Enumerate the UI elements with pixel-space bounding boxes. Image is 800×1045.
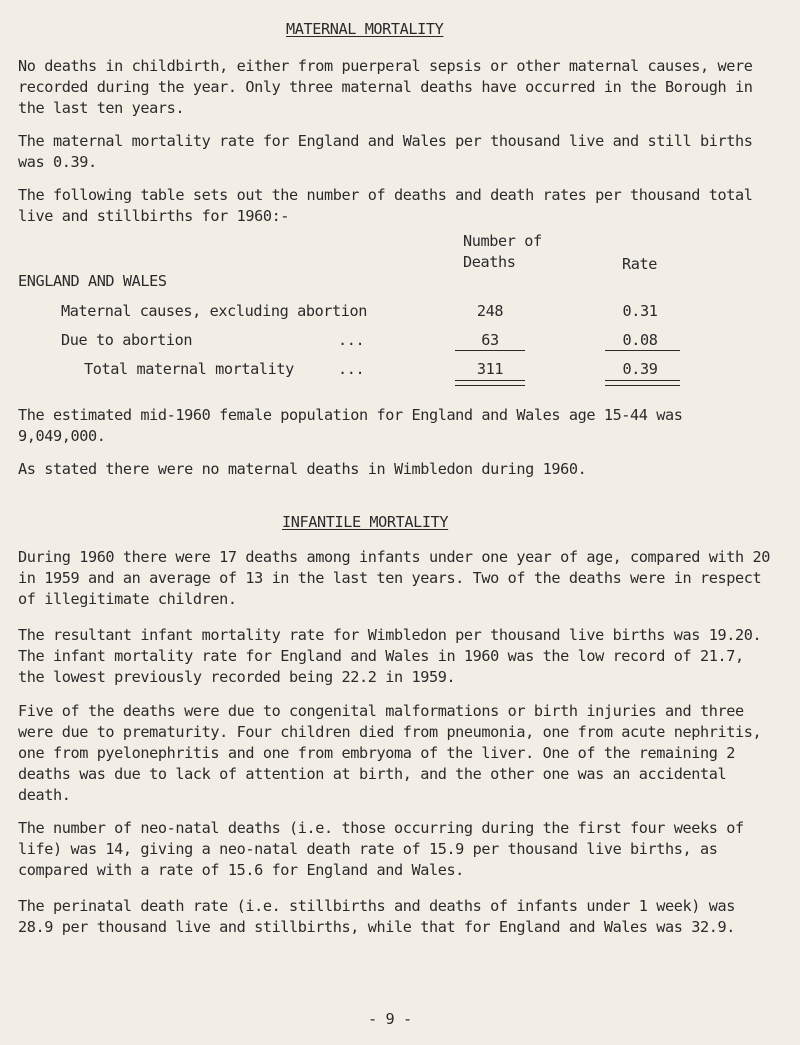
total-double-rule-rate (605, 380, 680, 386)
infantile-paragraph-1: During 1960 there were 17 deaths among infants under one year of age, compared with 20 in 1959 and an average of 13 in the last ten years. Two of the deaths were in respect of illegitimate children. (18, 548, 770, 608)
deaths-column-header-line2: Deaths (463, 253, 516, 271)
maternal-paragraph-3: The following table sets out the number of deaths and death rates per thousand total live and stillbirths for 1960:- (18, 186, 753, 225)
subtotal-rule-rate (605, 350, 680, 351)
row-rate: 0.39 (622, 360, 658, 378)
row-deaths: 63 (481, 331, 499, 349)
page-number: - 9 - (368, 1010, 412, 1028)
infantile-mortality-heading: INFANTILE MORTALITY (282, 513, 449, 531)
infantile-paragraph-4: The number of neo-natal deaths (i.e. those occurring during the first four weeks of life) was 14, giving a neo-natal death rate of 15.9 per thousand live births, as compared with a rate of 15.6 for England and Wales. (18, 819, 744, 879)
infantile-paragraph-5: The perinatal death rate (i.e. stillbirths and deaths of infants under 1 week) was 28.9 per thousand live and stillbirths, while that for England and Wales was 32.9. (18, 897, 735, 936)
row-label: Due to abortion (61, 331, 193, 349)
total-double-rule-deaths (455, 380, 525, 386)
table-section-label: ENGLAND AND WALES (18, 272, 167, 290)
row-label: Total maternal mortality (84, 360, 294, 378)
row-deaths: 248 (476, 302, 504, 320)
row-rate: 0.31 (622, 302, 658, 320)
maternal-paragraph-1: No deaths in childbirth, either from puerperal sepsis or other maternal causes, were recorded during the year. Only three maternal deaths have occurred in the Borough in the last ten years. (18, 57, 753, 117)
subtotal-rule-deaths (455, 350, 525, 351)
row-leader-dots: ... (338, 331, 365, 349)
row-label: Maternal causes, excluding abortion (61, 302, 368, 320)
deaths-column-header-line1: Number of (463, 232, 542, 250)
maternal-paragraph-4: The estimated mid-1960 female population for England and Wales age 15-44 was 9,049,000. (18, 406, 683, 445)
infantile-paragraph-3: Five of the deaths were due to congenital malformations or birth injuries and three were due to prematurity. Four children died from pneumonia, one from acute nephritis, one from pyelonephritis and one from embryoma of the liver. One of the remaining 2 deaths was due to lack of attention at birth, and the other one was an accidental death. (18, 702, 762, 804)
rate-column-header: Rate (622, 255, 657, 273)
maternal-mortality-heading: MATERNAL MORTALITY (286, 20, 444, 38)
row-deaths: 311 (476, 360, 504, 378)
row-rate: 0.08 (622, 331, 658, 349)
maternal-paragraph-5: As stated there were no maternal deaths in Wimbledon during 1960. (18, 460, 587, 478)
infantile-paragraph-2: The resultant infant mortality rate for Wimbledon per thousand live births was 19.20. The infant mortality rate for England and Wales in 1960 was the low record of 21.7, the lowest previously recorded being 22.2 in 1959. (18, 626, 762, 686)
maternal-paragraph-2: The maternal mortality rate for England and Wales per thousand live and still births was 0.39. (18, 132, 753, 171)
row-leader-dots: ... (338, 360, 365, 378)
